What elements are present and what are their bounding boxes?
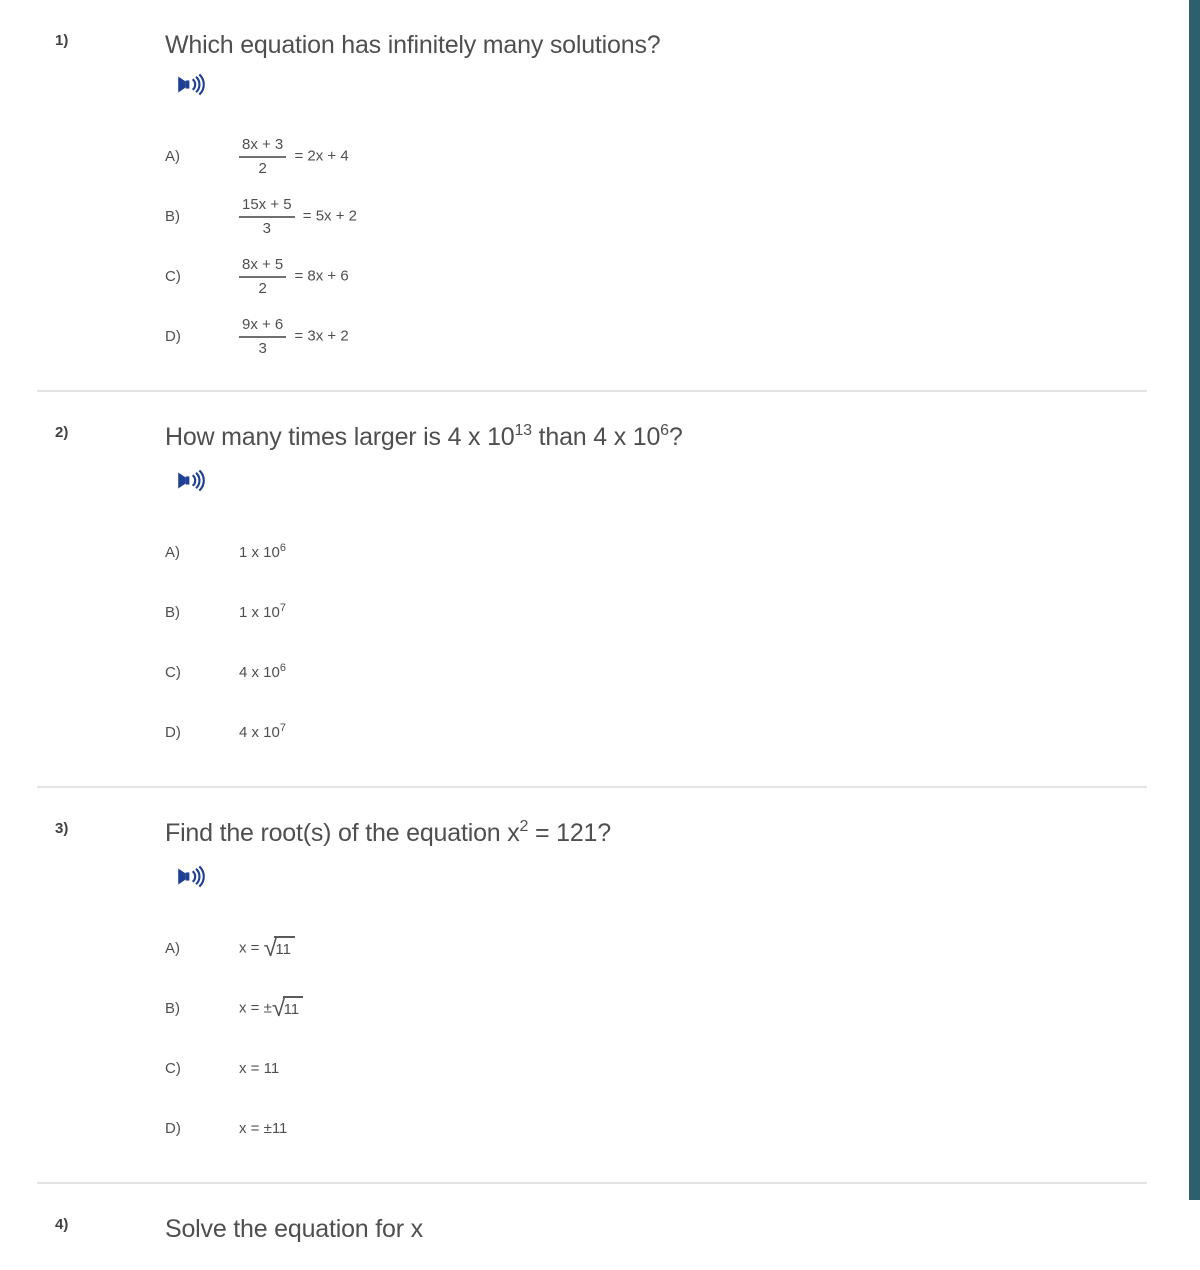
- math-text: Solve the equation for x: [165, 1215, 423, 1243]
- option-a[interactable]: [165, 918, 1147, 978]
- question-title: [165, 420, 1147, 458]
- fraction-denominator: 2: [258, 279, 267, 297]
- option-value: [239, 316, 349, 357]
- option-value: [239, 196, 357, 237]
- superscript: 6: [279, 661, 286, 674]
- question-title: [165, 816, 1147, 854]
- option-a[interactable]: [165, 126, 1147, 186]
- radicand: 11: [274, 936, 295, 958]
- options-list: [165, 522, 1147, 762]
- fraction-denominator: 3: [262, 219, 271, 237]
- superscript: 7: [279, 721, 286, 734]
- fraction: [239, 196, 295, 237]
- superscript: 13: [514, 422, 532, 439]
- question-number: 3): [55, 820, 69, 837]
- radical-sign: √: [263, 933, 278, 962]
- math-text: 1 x 10: [239, 543, 280, 561]
- option-letter: D): [165, 723, 181, 741]
- speaker-icon[interactable]: [175, 467, 205, 493]
- option-letter: D): [165, 1119, 181, 1137]
- math-text: ?: [668, 423, 683, 451]
- math-text: Which equation has infinitely many solutions?: [165, 31, 661, 59]
- fraction: [239, 256, 286, 297]
- option-value: [239, 661, 286, 681]
- option-value: [239, 933, 295, 962]
- question-title: [165, 28, 1147, 62]
- fraction-numerator: 8x + 3: [239, 136, 286, 158]
- option-value: [239, 136, 349, 177]
- math-text: x = 11: [239, 1059, 280, 1077]
- option-letter: B): [165, 207, 180, 225]
- superscript: 2: [519, 818, 529, 835]
- fraction-numerator: 15x + 5: [239, 196, 295, 218]
- square-root: [263, 933, 295, 962]
- fraction-denominator: 2: [258, 159, 267, 177]
- option-value: [239, 541, 286, 561]
- math-text: = 3x + 2: [290, 326, 349, 344]
- option-letter: A): [165, 147, 180, 165]
- math-text: x = ±11: [239, 1119, 288, 1137]
- question-title: [165, 1212, 1147, 1246]
- superscript: 7: [279, 601, 286, 614]
- math-text: 1 x 10: [239, 603, 280, 621]
- option-letter: B): [165, 603, 180, 621]
- option-value: [239, 601, 286, 621]
- math-text: = 8x + 6: [290, 266, 349, 284]
- square-root: [271, 993, 303, 1022]
- option-d[interactable]: [165, 1098, 1147, 1158]
- question-3: [37, 786, 1147, 1182]
- speaker-icon[interactable]: [175, 71, 205, 97]
- option-a[interactable]: [165, 522, 1147, 582]
- option-letter: A): [165, 543, 180, 561]
- fraction: [239, 136, 286, 177]
- math-text: x =: [239, 938, 264, 956]
- option-value: [239, 1120, 287, 1137]
- option-letter: C): [165, 663, 181, 681]
- option-value: [239, 993, 303, 1022]
- option-d[interactable]: [165, 306, 1147, 366]
- right-edge-rail: [1189, 0, 1200, 1200]
- options-list: [165, 918, 1147, 1158]
- option-letter: B): [165, 999, 180, 1017]
- math-text: x = ±: [239, 998, 272, 1016]
- fraction-numerator: 8x + 5: [239, 256, 286, 278]
- quiz-question-list: [37, 0, 1147, 1270]
- option-b[interactable]: [165, 978, 1147, 1038]
- fraction-numerator: 9x + 6: [239, 316, 286, 338]
- math-text: 4 x 10: [239, 663, 280, 681]
- question-number: 1): [55, 32, 69, 49]
- option-c[interactable]: [165, 1038, 1147, 1098]
- option-value: [239, 256, 349, 297]
- fraction: [239, 316, 286, 357]
- math-text: = 2x + 4: [290, 146, 349, 164]
- option-c[interactable]: [165, 642, 1147, 702]
- superscript: 6: [660, 422, 669, 439]
- question-2: [37, 390, 1147, 786]
- math-text: Find the root(s) of the equation x: [165, 819, 520, 847]
- question-number: 2): [55, 424, 69, 441]
- option-b[interactable]: [165, 186, 1147, 246]
- option-letter: C): [165, 267, 181, 285]
- option-letter: A): [165, 939, 180, 957]
- option-value: [239, 1060, 279, 1077]
- option-letter: C): [165, 1059, 181, 1077]
- option-d[interactable]: [165, 702, 1147, 762]
- superscript: 6: [279, 541, 286, 554]
- question-number: 4): [55, 1216, 69, 1233]
- question-4: [37, 1182, 1147, 1270]
- option-value: [239, 721, 286, 741]
- math-text: than 4 x 10: [531, 423, 661, 451]
- fraction-denominator: 3: [258, 339, 267, 357]
- math-text: 4 x 10: [239, 723, 280, 741]
- radicand: 11: [283, 996, 304, 1018]
- radical-sign: √: [271, 993, 286, 1022]
- option-letter: D): [165, 327, 181, 345]
- math-text: How many times larger is 4 x 10: [165, 423, 515, 451]
- math-text: = 121?: [528, 819, 611, 847]
- question-1: [37, 0, 1147, 390]
- option-b[interactable]: [165, 582, 1147, 642]
- option-c[interactable]: [165, 246, 1147, 306]
- speaker-icon[interactable]: [175, 863, 205, 889]
- math-text: = 5x + 2: [298, 206, 357, 224]
- options-list: [165, 126, 1147, 366]
